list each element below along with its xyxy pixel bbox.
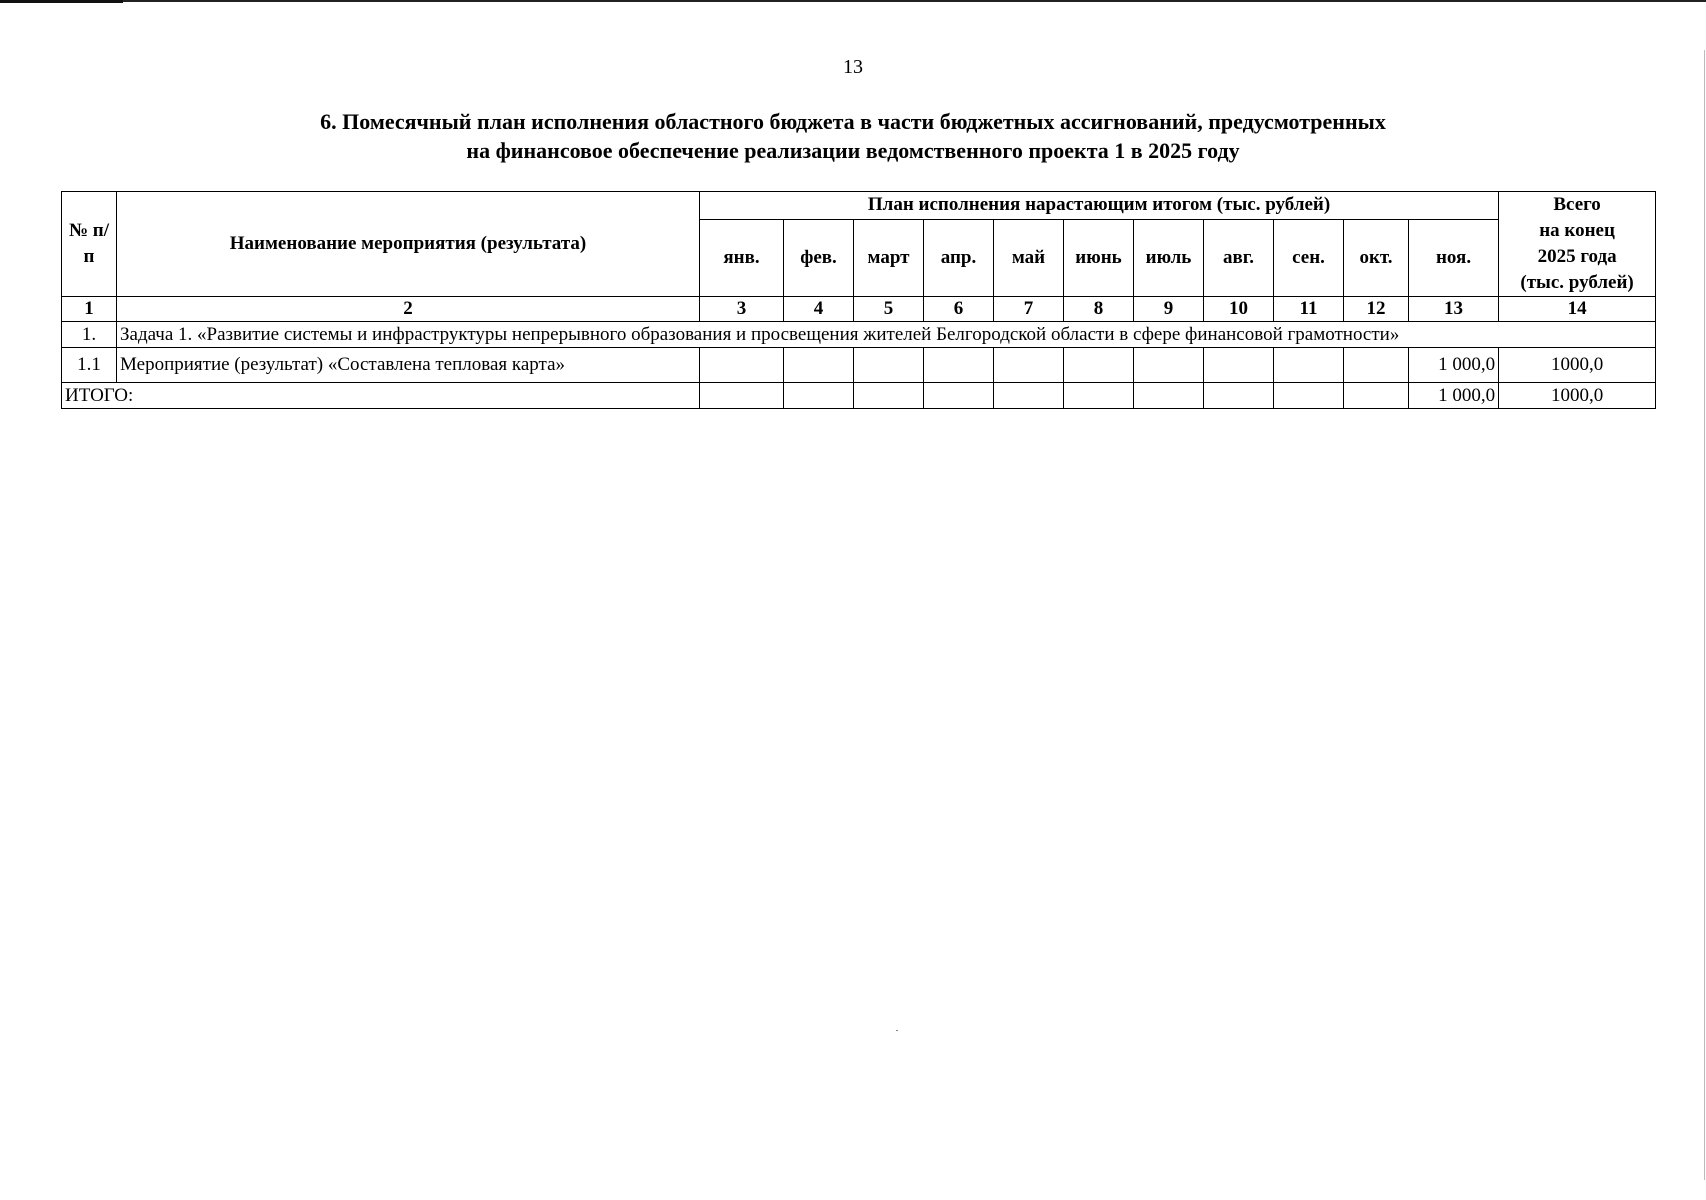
item-month-value bbox=[1134, 348, 1204, 383]
header-plan-group: План исполнения нарастающим итогом (тыс. рублей) bbox=[700, 192, 1499, 220]
column-number: 8 bbox=[1064, 297, 1134, 322]
column-number: 7 bbox=[994, 297, 1064, 322]
total-month-value bbox=[1134, 383, 1204, 409]
month-header: июль bbox=[1134, 219, 1204, 296]
total-month-value bbox=[994, 383, 1064, 409]
scan-speck bbox=[896, 1030, 898, 1031]
item-month-value bbox=[1274, 348, 1344, 383]
header-total-line-1: Всего bbox=[1553, 194, 1601, 215]
total-month-value bbox=[854, 383, 924, 409]
month-header: янв. bbox=[700, 219, 784, 296]
month-header: апр. bbox=[924, 219, 994, 296]
item-name: Мероприятие (результат) «Составлена тепловая карта» bbox=[117, 348, 700, 383]
item-month-value bbox=[994, 348, 1064, 383]
total-label: ИТОГО: bbox=[62, 383, 700, 409]
item-month-value bbox=[1204, 348, 1274, 383]
header-num bbox=[62, 192, 117, 297]
total-month-value bbox=[1204, 383, 1274, 409]
column-number: 6 bbox=[924, 297, 994, 322]
column-number: 12 bbox=[1344, 297, 1409, 322]
total-month-value bbox=[700, 383, 784, 409]
column-number: 4 bbox=[784, 297, 854, 322]
header-total bbox=[1499, 192, 1656, 297]
task-text: Задача 1. «Развитие системы и инфраструктуры непрерывного образования и просвещения жителей Белгородской области в сфере финансовой грамотности» bbox=[117, 322, 1656, 348]
column-number: 13 bbox=[1409, 297, 1499, 322]
month-header: авг. bbox=[1204, 219, 1274, 296]
budget-plan-table bbox=[61, 191, 1656, 409]
item-month-value bbox=[1344, 348, 1409, 383]
item-total-value: 1000,0 bbox=[1499, 348, 1656, 383]
page-number: 13 bbox=[843, 56, 863, 78]
month-header: окт. bbox=[1344, 219, 1409, 296]
header-total-line-2: на конец bbox=[1539, 220, 1615, 241]
item-row bbox=[62, 348, 1656, 383]
top-border-line bbox=[0, 0, 1706, 2]
column-number: 14 bbox=[1499, 297, 1656, 322]
column-number: 11 bbox=[1274, 297, 1344, 322]
column-number-row bbox=[62, 297, 1656, 322]
task-num: 1. bbox=[62, 322, 117, 348]
section-title-line-2: на финансовое обеспечение реализации ведомственного проекта 1 в 2025 году bbox=[466, 138, 1240, 163]
top-border-mark bbox=[0, 0, 123, 3]
header-total-line-3: 2025 года bbox=[1537, 246, 1617, 267]
total-month-value bbox=[784, 383, 854, 409]
total-month-value: 1 000,0 bbox=[1409, 383, 1499, 409]
column-number: 10 bbox=[1204, 297, 1274, 322]
total-month-value bbox=[1344, 383, 1409, 409]
item-month-value bbox=[854, 348, 924, 383]
section-title bbox=[100, 107, 1606, 165]
month-header: сен. bbox=[1274, 219, 1344, 296]
header-num-label: № п/п bbox=[68, 220, 110, 267]
total-month-value bbox=[924, 383, 994, 409]
column-number: 3 bbox=[700, 297, 784, 322]
month-header: ноя. bbox=[1409, 219, 1499, 296]
item-month-value: 1 000,0 bbox=[1409, 348, 1499, 383]
task-row bbox=[62, 322, 1656, 348]
month-header: фев. bbox=[784, 219, 854, 296]
header-name: Наименование мероприятия (результата) bbox=[117, 192, 700, 297]
item-month-value bbox=[700, 348, 784, 383]
month-header: май bbox=[994, 219, 1064, 296]
total-month-value bbox=[1274, 383, 1344, 409]
month-header: март bbox=[854, 219, 924, 296]
item-month-value bbox=[784, 348, 854, 383]
item-num: 1.1 bbox=[62, 348, 117, 383]
total-grand-value: 1000,0 bbox=[1499, 383, 1656, 409]
section-title-line-1: 6. Помесячный план исполнения областного бюджета в части бюджетных ассигнований, предусмотренных bbox=[320, 109, 1386, 134]
right-edge-line bbox=[1704, 50, 1705, 1180]
column-number: 1 bbox=[62, 297, 117, 322]
column-number: 2 bbox=[117, 297, 700, 322]
total-row bbox=[62, 383, 1656, 409]
header-row-group bbox=[62, 192, 1656, 220]
item-month-value bbox=[924, 348, 994, 383]
column-number: 9 bbox=[1134, 297, 1204, 322]
month-header: июнь bbox=[1064, 219, 1134, 296]
total-month-value bbox=[1064, 383, 1134, 409]
column-number: 5 bbox=[854, 297, 924, 322]
header-total-line-4: (тыс. рублей) bbox=[1520, 272, 1634, 293]
item-month-value bbox=[1064, 348, 1134, 383]
